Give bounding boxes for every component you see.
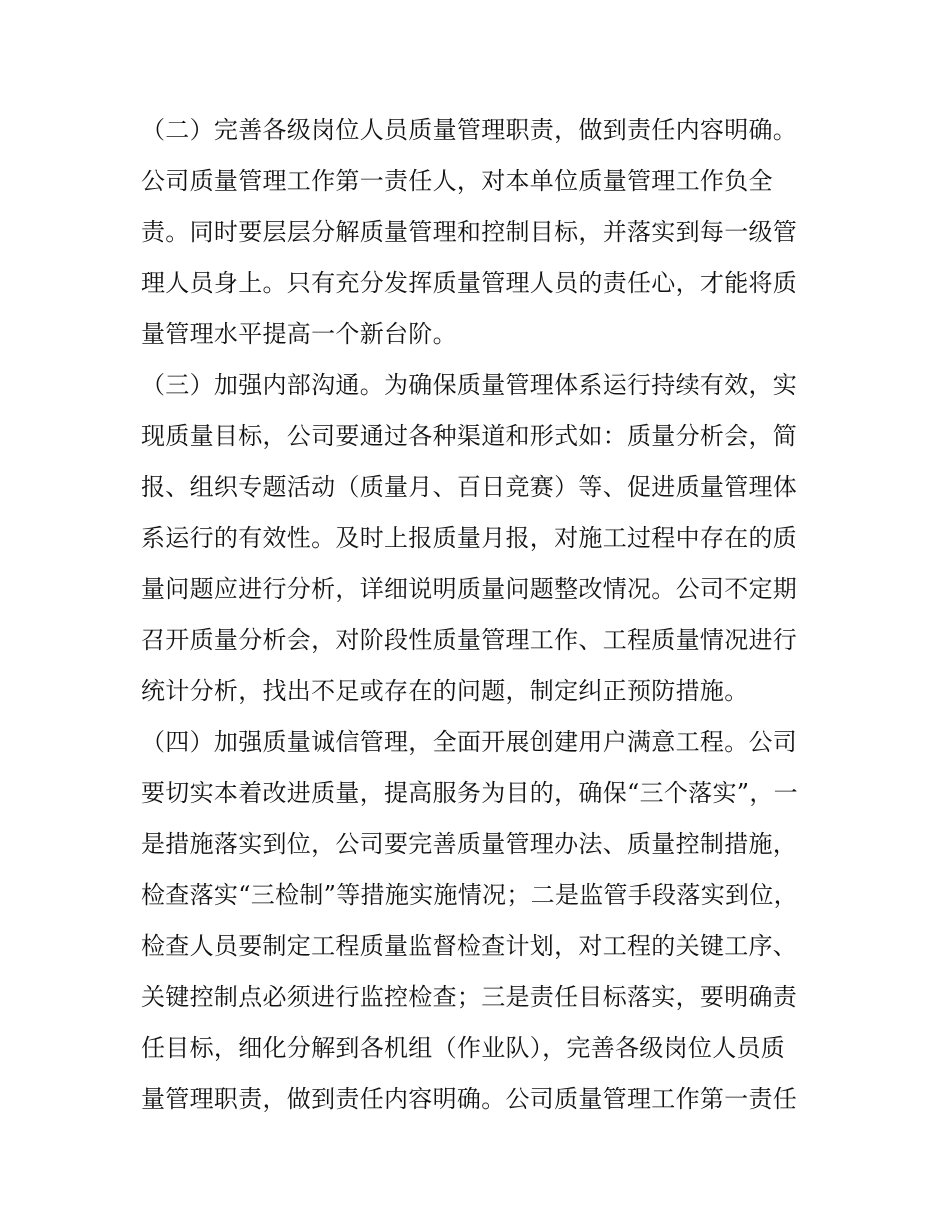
text-line: （三）加强内部沟通。为确保质量管理体系运行持续有效，实 bbox=[141, 371, 798, 399]
text-line: 要切实本着改进质量，提高服务为目的，确保“三个落实”，一 bbox=[141, 779, 798, 807]
text-line: 理人员身上。只有充分发挥质量管理人员的责任心，才能将质 bbox=[141, 269, 798, 297]
text-line: 统计分析，找出不足或存在的问题，制定纠正预防措施。 bbox=[141, 677, 749, 705]
text-line: 现质量目标，公司要通过各种渠道和形式如：质量分析会，简 bbox=[141, 422, 798, 450]
text-line: 量管理职责，做到责任内容明确。公司质量管理工作第一责任 bbox=[141, 1085, 798, 1113]
text-line: 量问题应进行分析，详细说明质量问题整改情况。公司不定期 bbox=[141, 575, 798, 603]
text-line: 任目标，细化分解到各机组（作业队），完善各级岗位人员质 bbox=[141, 1034, 786, 1062]
text-line: 是措施落实到位，公司要完善质量管理办法、质量控制措施， bbox=[141, 830, 798, 858]
text-line: 报、组织专题活动（质量月、百日竞赛）等、促进质量管理体 bbox=[141, 473, 798, 501]
text-line: 系运行的有效性。及时上报质量月报，对施工过程中存在的质 bbox=[141, 524, 798, 552]
text-line: 关键控制点必须进行监控检查；三是责任目标落实，要明确责 bbox=[141, 983, 798, 1011]
text-line: 公司质量管理工作第一责任人，对本单位质量管理工作负全 bbox=[141, 167, 773, 195]
text-line: （二）完善各级岗位人员质量管理职责，做到责任内容明确。 bbox=[141, 116, 798, 144]
text-line: （四）加强质量诚信管理，全面开展创建用户满意工程。公司 bbox=[141, 728, 798, 756]
text-line: 责。同时要层层分解质量管理和控制目标，并落实到每一级管 bbox=[141, 218, 798, 246]
text-line: 检查人员要制定工程质量监督检查计划，对工程的关键工序、 bbox=[141, 932, 798, 960]
text-line: 量管理水平提高一个新台阶。 bbox=[141, 320, 457, 348]
document-body bbox=[141, 105, 821, 1125]
text-line: 召开质量分析会，对阶段性质量管理工作、工程质量情况进行 bbox=[141, 626, 798, 654]
text-line: 检查落实“三检制”等措施实施情况；二是监管手段落实到位， bbox=[141, 881, 798, 909]
